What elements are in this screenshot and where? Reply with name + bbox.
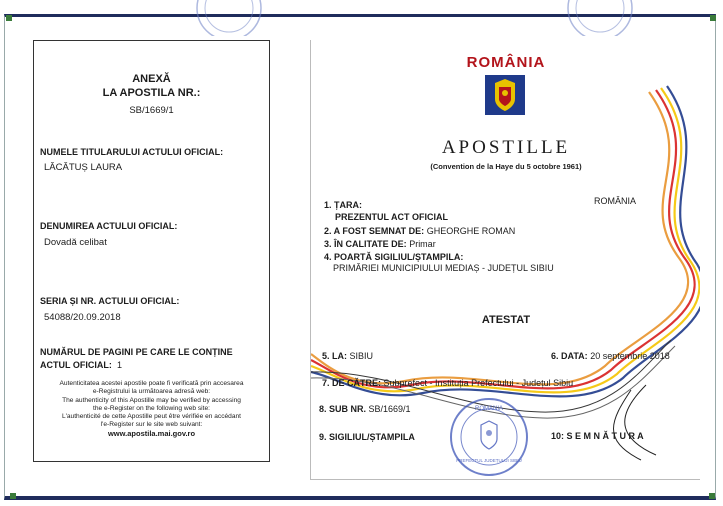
- corner-mark: [6, 15, 12, 21]
- field-4-label: 4. POARTĂ SIGILIUL/ȘTAMPILA:: [324, 252, 464, 262]
- seal-top-text: ROMÂNIA: [474, 406, 503, 412]
- field-6: 6. DATA: 20 septembrie 2018: [551, 351, 670, 361]
- field-10: 10: S E M N Ă T U R A: [551, 431, 644, 441]
- convention-text: (Convention de la Haye du 5 octobre 1961): [430, 162, 582, 171]
- seal-bottom-text: PREFECTUL JUDEȚULUI SIBIU: [456, 458, 522, 463]
- field-7: 7. DE CĂTRE: Subprefect - Instituția Prefectului - Județul Sibiu: [322, 378, 574, 388]
- auth-line: the e-Register on the following web site:: [93, 404, 210, 412]
- coat-of-arms-icon: [481, 73, 529, 117]
- auth-line: The authenticity of this Apostille may be verified by accessing: [62, 396, 241, 404]
- top-seal-right: [561, 0, 639, 36]
- attest-heading: ATESTAT: [481, 314, 531, 326]
- series-value: 54088/20.09.2018: [44, 312, 121, 323]
- apostille-panel: [310, 40, 700, 480]
- pages-value: 1: [117, 360, 123, 370]
- annex-title: ANEXĂ: [132, 73, 171, 85]
- corner-mark: [10, 493, 16, 499]
- document-name-label: DENUMIREA ACTULUI OFICIAL:: [40, 221, 178, 231]
- pages-label-line1: NUMĂRUL DE PAGINI PE CARE LE CONȚINE: [40, 347, 233, 357]
- pages-label-line2: ACTUL OFICIAL:: [40, 360, 112, 370]
- field-1-value: ROMÂNIA: [594, 196, 637, 206]
- country-title: ROMÂNIA: [466, 54, 546, 71]
- verification-website[interactable]: www.apostila.mai.gov.ro: [107, 428, 196, 438]
- apostille-title: APOSTILLE: [441, 137, 571, 158]
- corner-mark: [709, 493, 715, 499]
- field-8: 8. SUB NR. SB/1669/1: [319, 404, 411, 414]
- auth-line: e-Registrului la următoarea adresă web:: [92, 388, 211, 396]
- auth-line: Autenticitatea acestei apostile poate fi verificată prin accesarea: [59, 380, 244, 387]
- field-5: 5. LA: SIBIU: [322, 351, 374, 361]
- document-name-value: Dovadă celibat: [44, 237, 107, 248]
- series-label: SERIA ȘI NR. ACTULUI OFICIAL:: [40, 296, 180, 306]
- auth-line: L'authenticité de cette Apostille peut être vérifiée en accédant: [61, 413, 242, 421]
- annex-number: SB/1669/1: [129, 105, 174, 116]
- field-2: 2. A FOST SEMNAT DE: GHEORGHE ROMAN: [324, 226, 516, 236]
- holder-label: NUMELE TITULARULUI ACTULUI OFICIAL:: [40, 147, 224, 157]
- authenticity-note: [34, 380, 269, 438]
- holder-value: LĂCĂTUȘ LAURA: [44, 162, 123, 173]
- field-9: 9. SIGILIUL/ȘTAMPILA: [319, 432, 415, 442]
- auth-line: l'e-Register sur le site web suivant:: [100, 421, 203, 429]
- field-4-value: PRIMĂRIEI MUNICIPIULUI MEDIAȘ - JUDEȚUL SIBIU: [333, 263, 554, 273]
- top-seal-left: [190, 0, 268, 36]
- field-1-label: 1. ȚARA:: [324, 200, 362, 210]
- corner-mark: [710, 15, 716, 21]
- annex-subtitle: LA APOSTILA NR.:: [102, 87, 201, 99]
- annex-panel: [33, 40, 270, 462]
- field-3: 3. ÎN CALITATE DE: Primar: [324, 239, 436, 249]
- field-1-sub: PREZENTUL ACT OFICIAL: [335, 212, 448, 222]
